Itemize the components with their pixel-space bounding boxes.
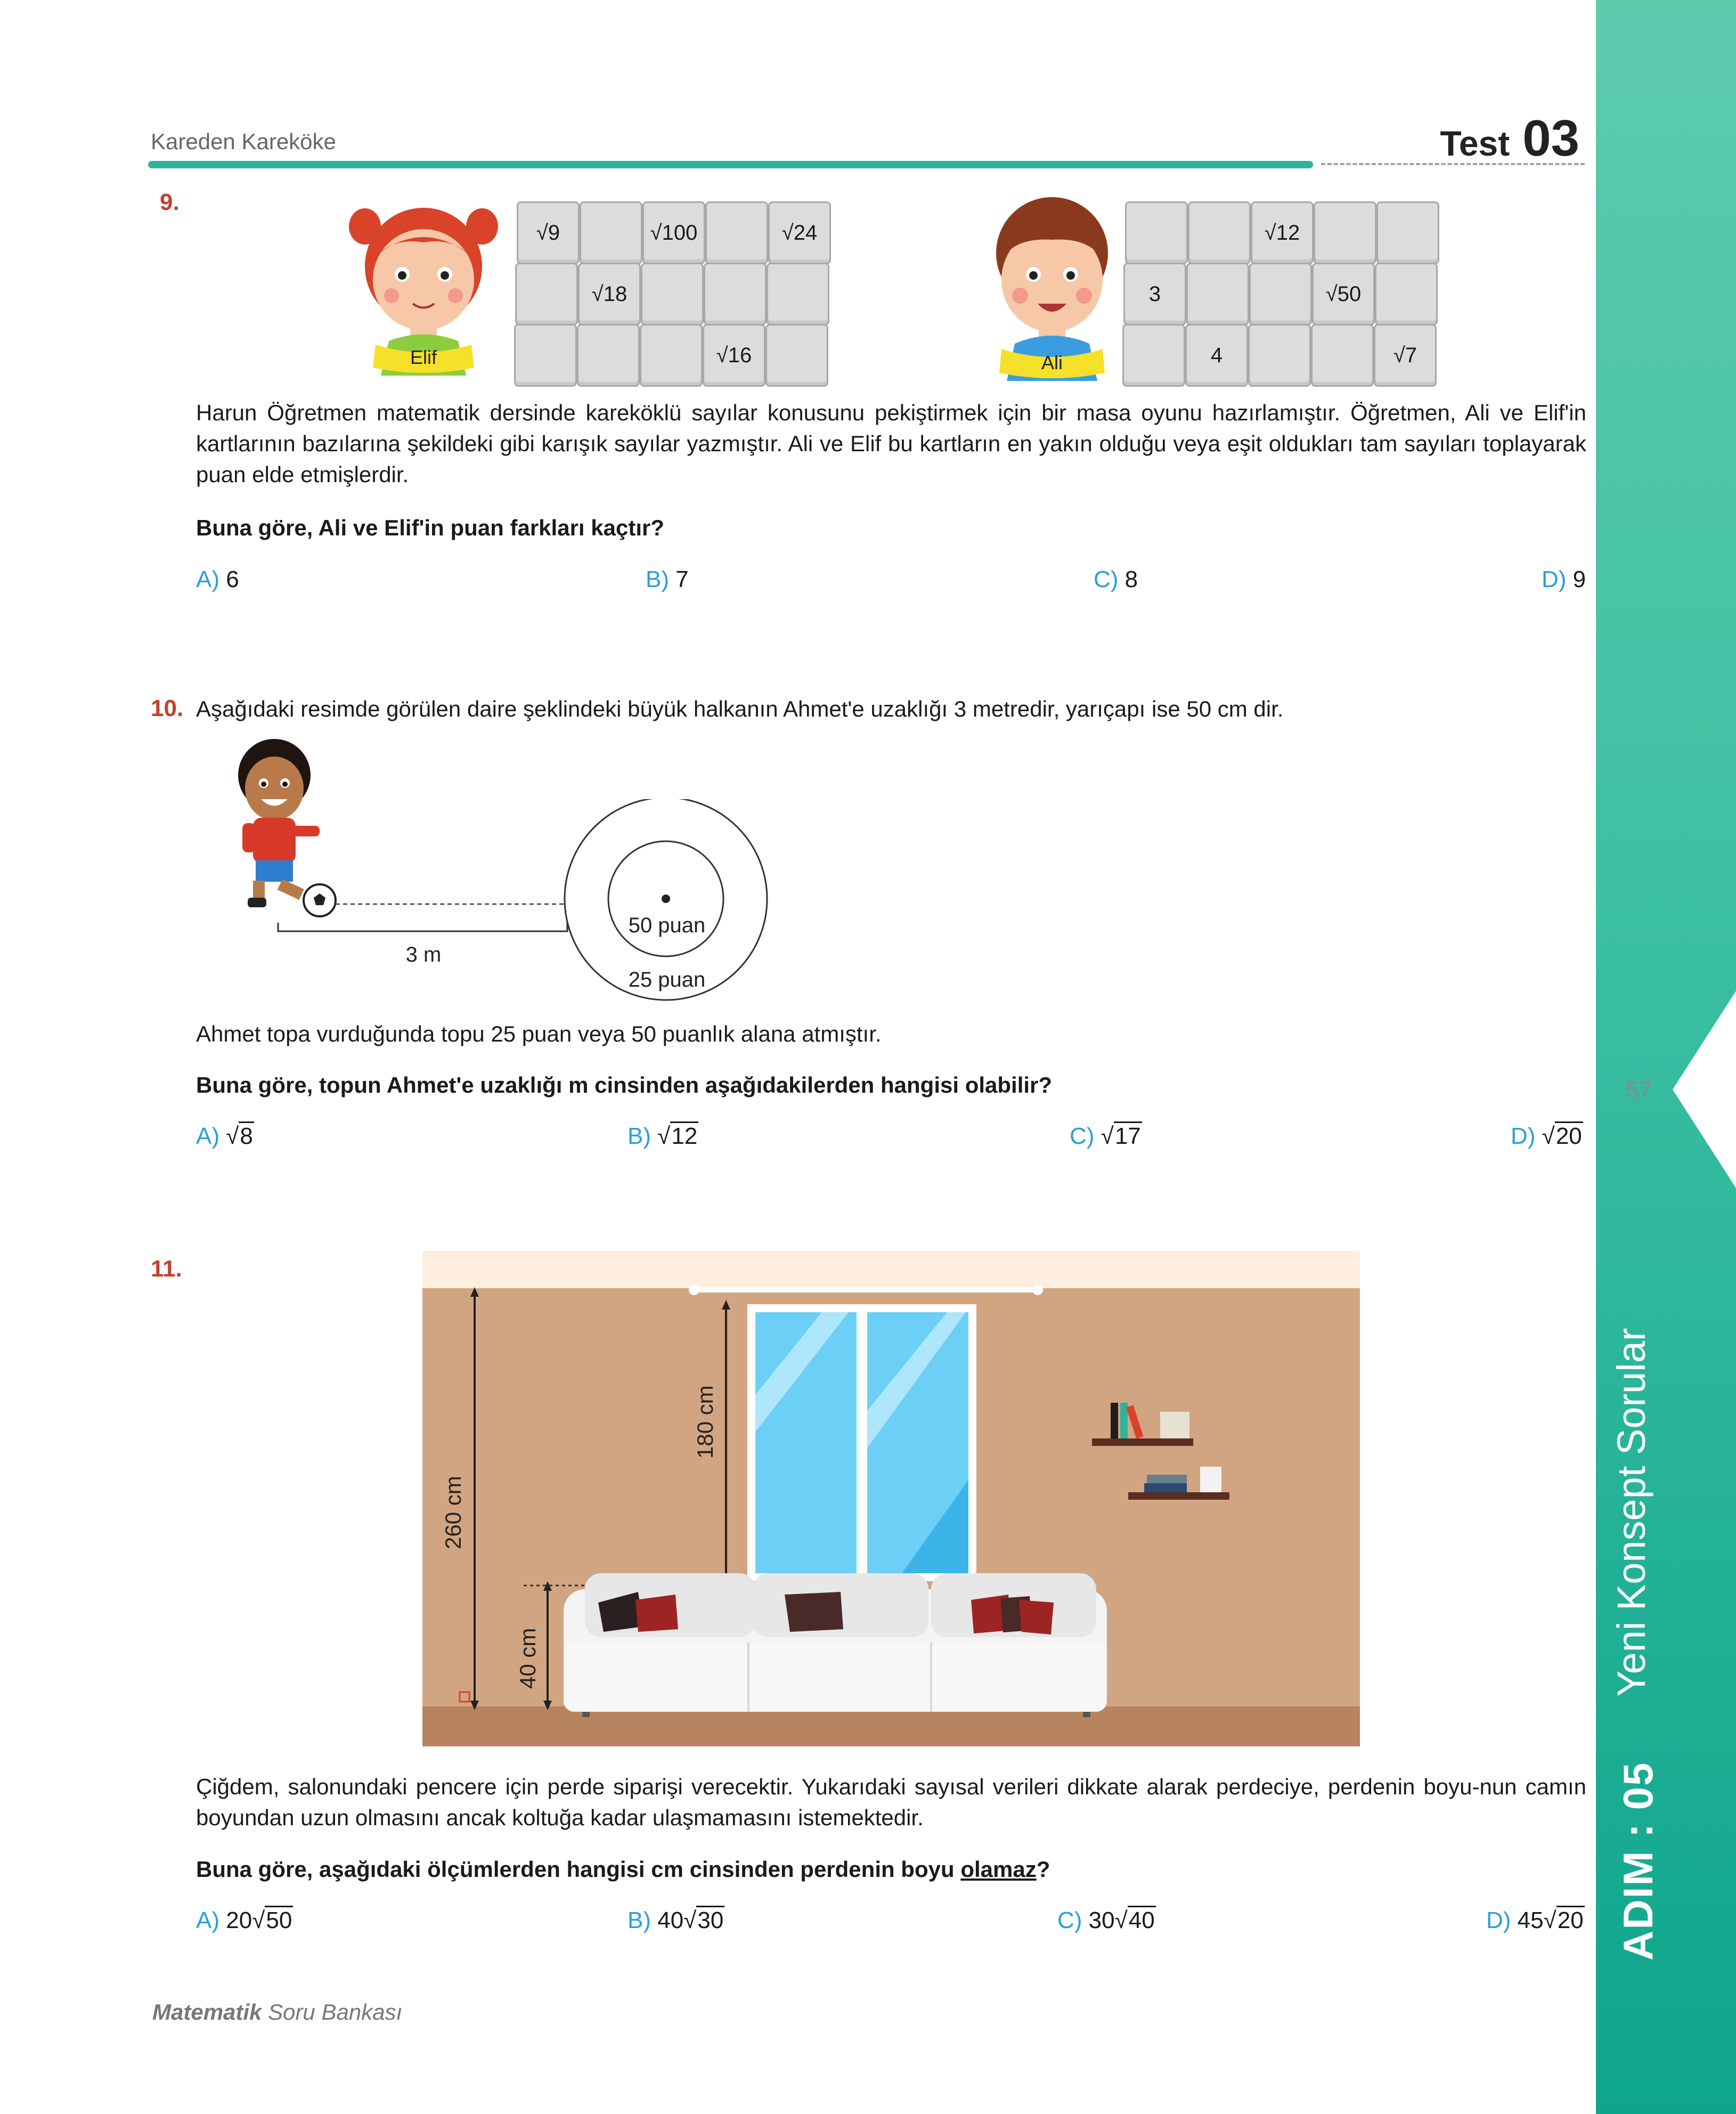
sqrt-expression: √30 [683, 1907, 724, 1934]
outer-ring-label: 25 puan [628, 968, 706, 991]
radicand: 40 [1128, 1906, 1156, 1933]
ali-card [1122, 324, 1185, 387]
ali-card: √12 [1251, 201, 1314, 264]
question-text: Çiğdem, salonundaki pencere için perde siparişi verecektir. Yukarıdaki sayısal verileri dikkate alarak perdeciye, perdenin boyu-nun camın boyundan uzun olmasını ancak koltuğa kadar ulaşmamasını istemektedir. [196, 1774, 1586, 1830]
question-text: Harun Öğretmen matematik dersinde kareköklü sayılar konusunu pekiştirmek için bir masa oyunu hazırlamıştır. Öğretmen, Ali ve Elif'in kartlarının bazılarına şekildeki gibi karışık sayılar yazmıştır. Ali ve Elif bu kartların en yakın olduğu veya eşit oldukları tam sayıları toplayarak puan elde etmişlerdir. [196, 400, 1586, 487]
sidebar-title: Yeni Konsept Sorular [1609, 1328, 1653, 1697]
target-diagram [272, 799, 783, 1002]
elif-card: √9 [517, 201, 580, 264]
question-prompt [196, 1854, 1050, 1885]
elif-card [640, 324, 703, 387]
ali-card: √50 [1312, 263, 1375, 326]
header-dashed-rule [1321, 163, 1585, 165]
option-letter: D) [1486, 1907, 1511, 1933]
option-value: 7 [675, 566, 689, 592]
option-letter: A) [196, 566, 219, 592]
coefficient: 20 [226, 1907, 252, 1933]
question-number: 9. [160, 189, 180, 215]
elif-name-label: Elif [410, 346, 437, 368]
option-b[interactable] [627, 1907, 724, 1934]
option-c[interactable] [1094, 566, 1138, 593]
option-a[interactable] [196, 1123, 254, 1150]
option-a[interactable] [196, 566, 239, 593]
elif-card: √24 [768, 201, 831, 264]
elif-card [765, 324, 828, 387]
option-d[interactable] [1486, 1907, 1585, 1934]
ali-card [1314, 201, 1376, 264]
question-prompt: Buna göre, topun Ahmet'e uzaklığı m cinsinden aşağıdakilerden hangisi olabilir? [196, 1072, 1053, 1097]
sqrt-expression: √17 [1101, 1123, 1142, 1150]
option-c[interactable] [1070, 1123, 1142, 1150]
elif-card [514, 324, 577, 387]
radicand: 30 [696, 1906, 724, 1933]
book-title-bold: Matematik [152, 1999, 262, 2024]
header-rule [148, 161, 1313, 168]
radicand: 12 [670, 1121, 698, 1149]
sqrt-expression: √8 [226, 1123, 254, 1150]
elif-card [515, 263, 578, 326]
question-text: Ahmet topa vurduğunda topu 25 puan veya 50 puanlık alana atmıştır. [196, 1021, 882, 1046]
ali-card [1188, 201, 1251, 264]
prompt-text: Buna göre, aşağıdaki ölçümlerden hangisi cm cinsinden perdenin boyu [196, 1857, 961, 1882]
step-label: ADIM : 05 [1615, 1761, 1661, 1961]
ali-card [1249, 263, 1312, 326]
sqrt-expression: √40 [1115, 1907, 1156, 1934]
option-d[interactable] [1511, 1123, 1583, 1150]
ali-illustration [975, 194, 1129, 381]
elif-card [641, 263, 704, 326]
option-value: 9 [1572, 566, 1586, 592]
option-b[interactable] [646, 566, 689, 593]
elif-card [577, 324, 640, 387]
page-tab-triangle [1673, 991, 1736, 1188]
radicand: 20 [1556, 1906, 1585, 1933]
elif-card: √16 [703, 324, 765, 387]
ali-card [1375, 263, 1438, 326]
ali-card [1186, 263, 1249, 326]
page-number: 57 [1626, 1077, 1652, 1103]
inner-ring-label: 50 puan [628, 914, 706, 937]
option-letter: D) [1542, 566, 1567, 592]
radicand: 8 [239, 1121, 254, 1149]
ali-card: √7 [1374, 324, 1437, 387]
ali-card: 3 [1123, 263, 1186, 326]
option-letter: B) [646, 566, 669, 592]
test-label: Test [1440, 124, 1510, 163]
ali-card-grid [1122, 201, 1442, 388]
question-text: Aşağıdaki resimde görülen daire şeklindeki büyük halkanın Ahmet'e uzaklığı 3 metredir, yarıçapı ise 50 cm dir. [196, 696, 1284, 721]
elif-card [705, 201, 768, 264]
question-number: 10. [151, 695, 184, 721]
option-letter: A) [196, 1907, 219, 1933]
coefficient: 30 [1088, 1907, 1115, 1933]
elif-illustration [346, 194, 501, 376]
sqrt-expression: √12 [657, 1123, 698, 1150]
option-b[interactable] [627, 1123, 698, 1150]
elif-card [580, 201, 642, 264]
ali-card [1125, 201, 1188, 264]
wall-height-label: 260 cm [441, 1476, 466, 1549]
coefficient: 45 [1517, 1907, 1544, 1933]
option-letter: C) [1094, 566, 1119, 592]
prompt-end: ? [1036, 1857, 1050, 1882]
option-a[interactable] [196, 1907, 293, 1934]
option-letter: C) [1070, 1123, 1095, 1149]
option-value: 8 [1124, 566, 1138, 592]
living-room-illustration [422, 1251, 1360, 1746]
ali-card [1248, 324, 1311, 387]
option-letter: D) [1511, 1123, 1536, 1149]
option-letter: C) [1057, 1907, 1082, 1933]
option-d[interactable] [1542, 566, 1586, 593]
book-footer [152, 1999, 402, 2025]
book-title-rest: Soru Bankası [262, 1999, 403, 2024]
test-title [1440, 109, 1579, 168]
sqrt-expression: √20 [1542, 1123, 1583, 1150]
radicand: 20 [1555, 1121, 1583, 1149]
ali-card [1376, 201, 1439, 264]
prompt-emphasis: olamaz [960, 1857, 1037, 1882]
ali-card: 4 [1185, 324, 1248, 387]
option-letter: B) [627, 1123, 651, 1149]
coefficient: 40 [657, 1907, 684, 1933]
elif-card: √100 [642, 201, 705, 264]
sqrt-expression: √20 [1544, 1907, 1585, 1934]
ali-card [1311, 324, 1374, 387]
question-number: 11. [151, 1256, 182, 1282]
elif-card-grid [514, 201, 834, 388]
sofa-height-label: 40 cm [515, 1628, 540, 1689]
elif-card [767, 263, 829, 326]
chapter-subtitle: Kareden Kareköke [151, 129, 336, 154]
distance-label: 3 m [405, 943, 442, 966]
radicand: 17 [1114, 1121, 1142, 1149]
elif-card [704, 263, 767, 326]
option-c[interactable] [1057, 1907, 1156, 1934]
window-height-label: 180 cm [692, 1385, 718, 1459]
radicand: 50 [265, 1906, 293, 1933]
ali-name-label: Ali [1041, 352, 1063, 373]
option-letter: B) [627, 1907, 651, 1933]
elif-card: √18 [578, 263, 641, 326]
option-letter: A) [196, 1123, 219, 1149]
sqrt-expression: √50 [252, 1907, 293, 1934]
option-value: 6 [226, 566, 239, 592]
question-prompt: Buna göre, Ali ve Elif'in puan farkları kaçtır? [196, 515, 664, 540]
test-number: 03 [1522, 110, 1579, 167]
